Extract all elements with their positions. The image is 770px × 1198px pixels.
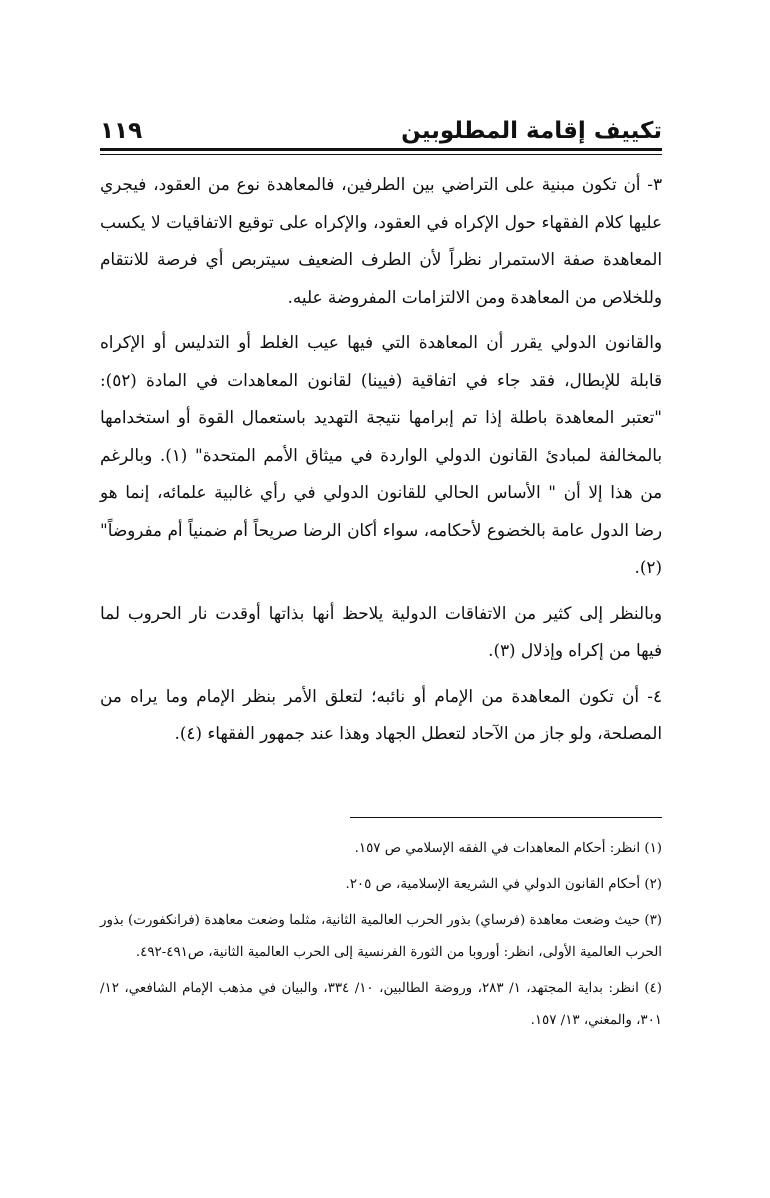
paragraph-condition-3: ٣- أن تكون مبنية على التراضي بين الطرفين، فالمعاهدة نوع من العقود، فيجري عليها كلام الفقهاء حول الإكراه في العقود، والإكراه على توقيع الاتفاقيات لا يكسب المعاهدة صفة الاستمرار نظراً لأن الطرف الضعيف سيتربص أي فرصة للانتقام وللخلاص من المعاهدة ومن الالتزامات المفروضة عليه. — [100, 174, 662, 307]
footnote-3: (٣) حيث وضعت معاهدة (فرساي) بذور الحرب العالمية الثانية، مثلما وضعت معاهدة (فرانكفورت) بذور الحرب العالمية الأولى، انظر: أوروبا من الثورة الفرنسية إلى الحرب العالمية الثانية، ص٤٩١-٤٩٢. — [100, 913, 662, 960]
footnote-2: (٢) أحكام القانون الدولي في الشريعة الإسلامية، ص ٢٠٥. — [345, 877, 662, 892]
paragraph-international-agreements: وبالنظر إلى كثير من الاتفاقات الدولية يلاحظ أنها بذاتها أوقدت نار الحروب لما فيها من إكراه وإذلال (٣). — [100, 602, 662, 660]
footnote-separator — [350, 817, 662, 818]
footnotes — [100, 833, 662, 1037]
paragraph-international-law: والقانون الدولي يقرر أن المعاهدة التي فيها عيب الغلط أو التدليس أو الإكراه قابلة للإبطال، فقد جاء في اتفاقية (فيينا) لقانون المعاهدات في المادة (٥٢): "تعتبر المعاهدة باطلة إذا تم إبرامها نتيجة التهديد باستعمال القوة أو استخدامها بالمخالفة لمبادئ القانون الدولي الواردة في ميثاق الأمم المتحدة" (١). وبالرغم من هذا إلا أن " الأساس الحالي للقانون الدولي في رأي غالبية علمائه، إنما هو رضا الدول عامة بالخضوع لأحكامه، سواء أكان الرضا صريحاً أم ضمنياً أم مفروضاً" (٢). — [100, 332, 662, 577]
running-header — [100, 112, 662, 144]
paragraph-condition-4: ٤- أن تكون المعاهدة من الإمام أو نائبه؛ لتعلق الأمر بنظر الإمام وما يراه من المصلحة، ولو جاز من الآحاد لتعطل الجهاد وهذا عند جمهور الفقهاء (٤). — [100, 685, 662, 743]
main-text — [100, 166, 662, 753]
footnote-4: (٤) انظر: بداية المجتهد، ١/ ٢٨٣، وروضة الطالبين، ١٠/ ٣٣٤، والبيان في مذهب الإمام الشافعي، ١٢/ ٣٠١، والمغني، ١٣/ ١٥٧. — [100, 981, 662, 1028]
footnote-1: (١) انظر: أحكام المعاهدات في الفقه الإسلامي ص ١٥٧. — [354, 841, 662, 856]
running-title: تكييف إقامة المطلوبين — [401, 118, 662, 144]
header-rule-thick — [100, 148, 662, 151]
page-number: ١١٩ — [100, 118, 143, 144]
header-rule-thin — [100, 154, 662, 155]
